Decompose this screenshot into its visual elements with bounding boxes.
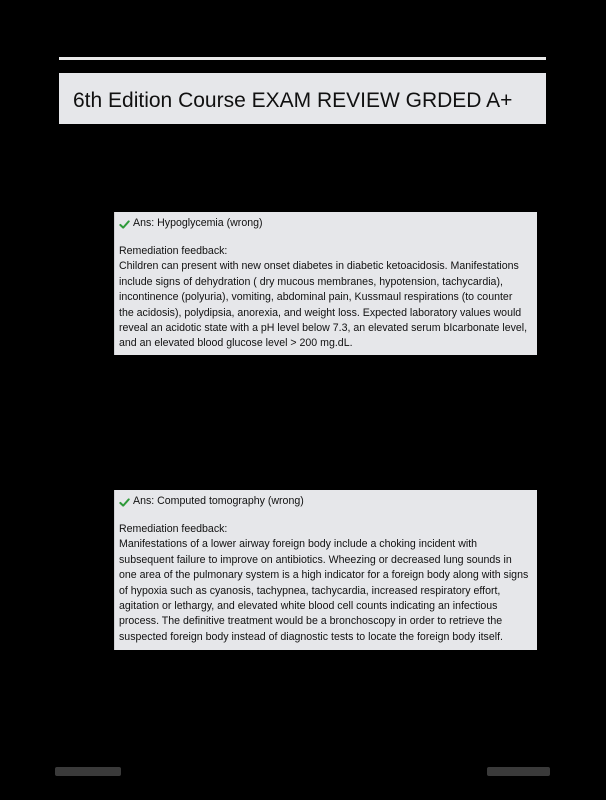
answer-line [119, 216, 529, 232]
footer-right-redacted [487, 767, 550, 776]
answer-text: Ans: Hypoglycemia (wrong) [133, 217, 263, 230]
answer-line [119, 494, 529, 510]
feedback-label: Remediation feedback: [119, 523, 228, 535]
answer-card [114, 490, 537, 650]
answer-card [114, 212, 537, 355]
feedback-text: Children can present with new onset diabetes in diabetic ketoacidosis. Manifestations include signs of dehydration ( dry mucous membranes, hypotension, tachycardia), incontinence (polyuria), vomiting, abdominal pain, Kussmaul respirations (to counter the acidosis), polydipsia, anorexia, and weight loss. Expected laboratory values would reveal an acidotic state with a pH level below 7.3, an elevated serum bIcarbonate level, and an elevated blood glucose level > 200 mg.dL. [119, 260, 528, 350]
check-icon [119, 219, 130, 230]
answer-text: Ans: Computed tomography (wrong) [133, 495, 304, 508]
page-title: 6th Edition Course EXAM REVIEW GRDED A+ [73, 89, 513, 112]
title-banner [59, 73, 546, 124]
check-icon [119, 497, 130, 508]
feedback-text: Manifestations of a lower airway foreign body include a choking incident with subsequent failure to improve on antibiotics. Wheezing or decreased lung sounds in one area of the pulmonary system is a high indicator for a foreign body along with signs of hypoxia such as cyanosis, tachypnea, tachycardia, increased respiratory effort, agitation or lethargy, and elevated white blood cell counts indicating an infectious process. The definitive treatment would be a bronchoscopy in order to retrieve the suspected foreign body instead of diagnostic tests to locate the foreign body itself. [119, 538, 529, 643]
footer-left-redacted [55, 767, 121, 776]
top-divider [59, 57, 546, 60]
feedback-label: Remediation feedback: [119, 245, 228, 257]
